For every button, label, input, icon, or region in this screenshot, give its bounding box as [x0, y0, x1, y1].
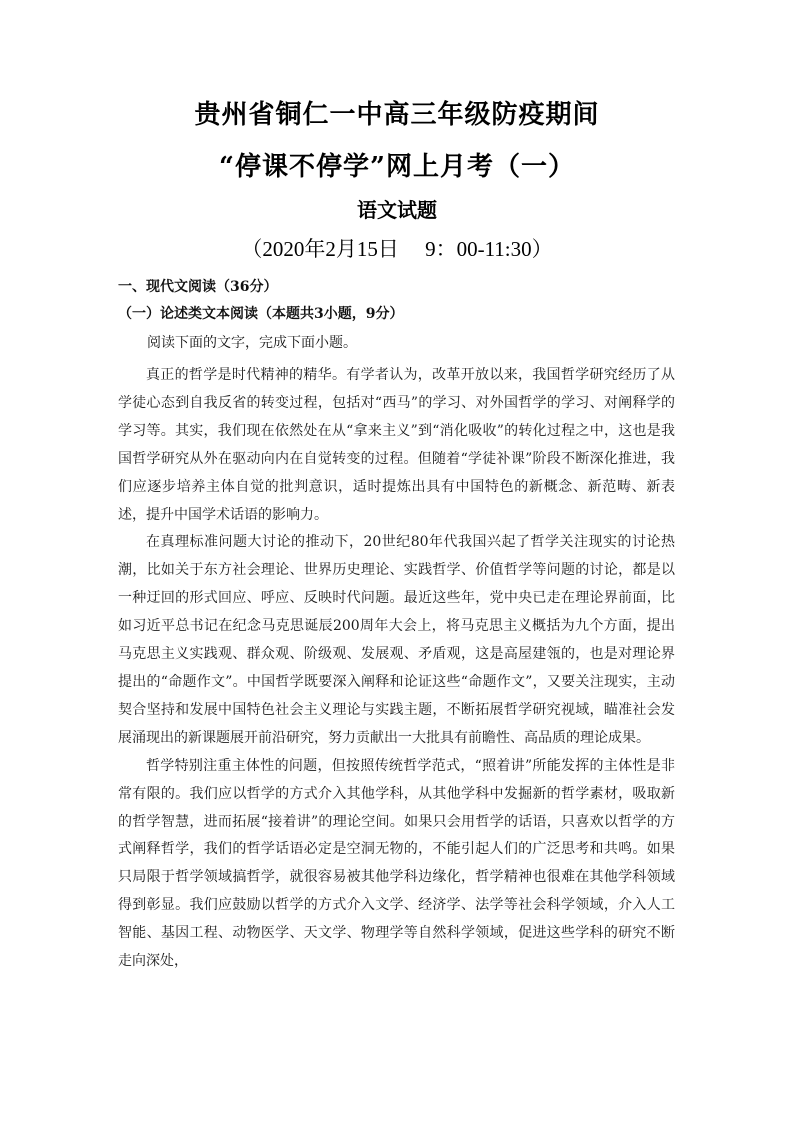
exam-title-line2: “停课不停学”网上月考（一） [219, 152, 575, 182]
section-heading: 一、现代文阅读（36分） [118, 279, 278, 295]
exam-date-time: （2020年2月15日 9：00-11:30） [241, 237, 553, 261]
subject-title: 语文试题 [357, 198, 437, 222]
reading-passage [118, 362, 675, 976]
reading-instruction: 阅读下面的文字，完成下面小题。 [147, 335, 357, 351]
exam-title-line1: 贵州省铜仁一中高三年级防疫期间 [194, 100, 600, 130]
sub-section-heading: （一）论述类文本阅读（本题共3小题，9分） [118, 306, 404, 322]
passage-paragraph-3: 哲学特别注重主体性的问题，但按照传统哲学范式，“照着讲”所能发挥的主体性是非常有限的。我们应以哲学的方式介入其他学科，从其他学科中发掘新的哲学素材，吸取新的哲学智慧，进而拓展“接着讲”的理论空间。如果只会用哲学的话语，只喜欢以哲学的方式阐释哲学，我们的哲学话语必定是空洞无物的，不能引起人们的广泛思考和共鸣。如果只局限于哲学领域搞哲学，就很容易被其他学科边缘化，哲学精神也很难在其他学科领域得到彰显。我们应鼓励以哲学的方式介入文学、经济学、法学等社会科学领域，介入人工智能、基因工程、动物医学、天文学、物理学等自然科学领域，促进这些学科的研究不断走向深处， [118, 757, 675, 970]
passage-paragraph-1: 真正的哲学是时代精神的精华。有学者认为，改革开放以来，我国哲学研究经历了从学徒心态到自我反省的转变过程，包括对“西马”的学习、对外国哲学的学习、对阐释学的学习等。其实，我们现在依然处在从“拿来主义”到“消化吸收”的转化过程之中，这也是我国哲学研究从外在驱动向内在自觉转变的过程。但随着“学徒补课”阶段不断深化推进，我们应逐步培养主体自觉的批判意识，适时提炼出具有中国特色的新概念、新范畴、新表述，提升中国学术话语的影响力。 [118, 367, 675, 523]
passage-paragraph-2: 在真理标准问题大讨论的推动下，20世纪80年代我国兴起了哲学关注现实的讨论热潮，比如关于东方社会理论、世界历史理论、实践哲学、价值哲学等问题的讨论，都是以一种迂回的形式回应、呼应、反映时代问题。最近这些年，党中央已走在理论界前面，比如习近平总书记在纪念马克思诞辰200周年大会上，将马克思主义概括为九个方面，提出马克思主义实践观、群众观、阶级观、发展观、矛盾观，这是高屋建瓴的，也是对理论界提出的“命题作文”。中国哲学既要深入阐释和论证这些“命题作文”，又要关注现实，主动契合坚持和发展中国特色社会主义理论与实践主题，不断拓展哲学研究视域，瞄准社会发展涌现出的新课题展开前沿研究，努力贡献出一大批具有前瞻性、高品质的理论成果。 [118, 534, 675, 746]
